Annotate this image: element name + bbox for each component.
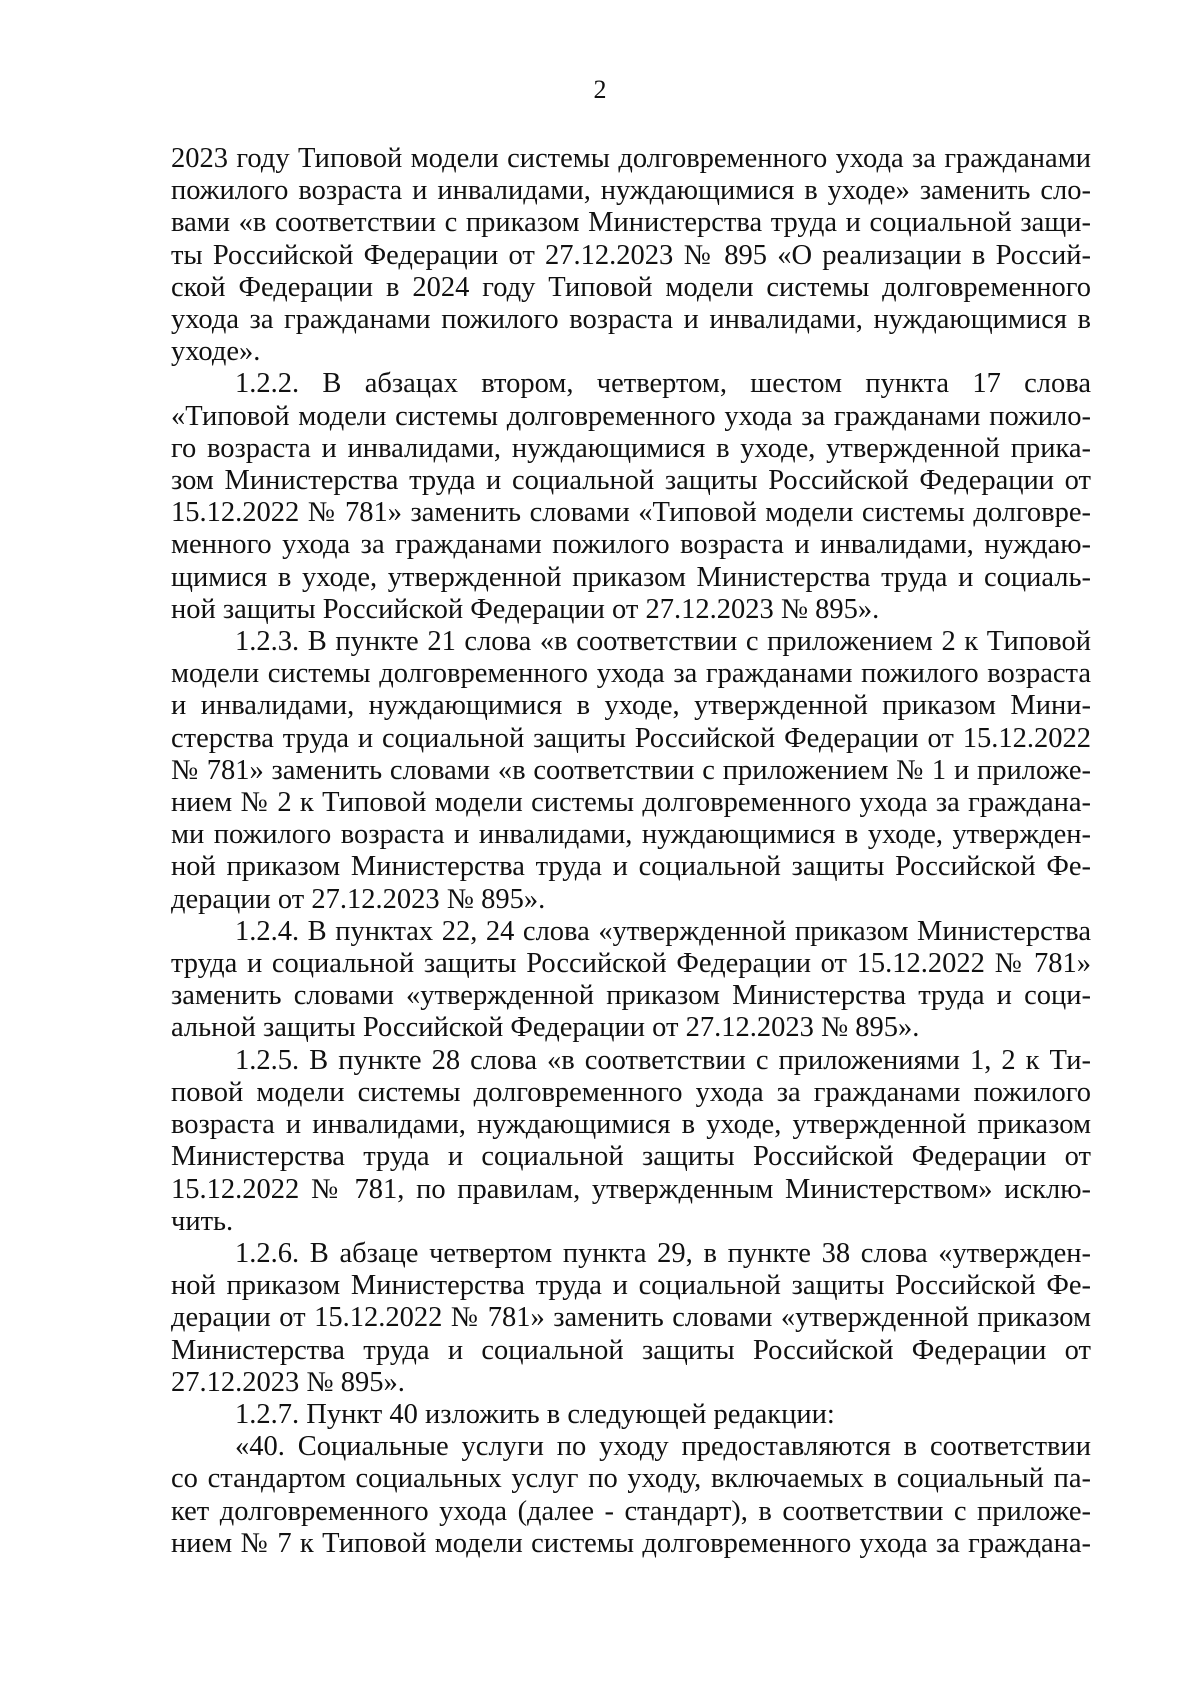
text-line: и инвалидами, нуждающимися в уходе, утвержденной приказом Мини-: [171, 690, 1091, 722]
text-line: возраста и инвалидами, нуждающимися в уходе, утвержденной приказом: [171, 1109, 1091, 1141]
text-line: нием № 7 к Типовой модели системы долговременного ухода за граждана-: [171, 1527, 1091, 1559]
text-line: дерации от 15.12.2022 № 781» заменить словами «утвержденной приказом: [171, 1302, 1091, 1334]
text-line: нием № 2 к Типовой модели системы долговременного ухода за граждана-: [171, 787, 1091, 819]
text-line: Министерства труда и социальной защиты Российской Федерации от: [171, 1141, 1091, 1173]
text-line: 1.2.6. В абзаце четвертом пункта 29, в пункте 38 слова «утвержден-: [235, 1237, 1091, 1269]
text-line: 1.2.7. Пункт 40 изложить в следующей редакции:: [235, 1398, 835, 1430]
text-line: ской Федерации в 2024 году Типовой модели системы долговременного: [171, 271, 1091, 303]
text-line: Министерства труда и социальной защиты Российской Федерации от: [171, 1334, 1091, 1366]
document-body: [171, 143, 1091, 1560]
text-line: менного ухода за гражданами пожилого возраста и инвалидами, нуждаю-: [171, 529, 1091, 561]
text-line: го возраста и инвалидами, нуждающимися в уходе, утвержденной прика-: [171, 432, 1091, 464]
text-line: повой модели системы долговременного ухода за гражданами пожилого: [171, 1076, 1091, 1108]
text-line: «40. Социальные услуги по уходу предоставляются в соответствии: [235, 1431, 1091, 1463]
text-line: ты Российской Федерации от 27.12.2023 № 895 «О реализации в Россий-: [171, 239, 1091, 271]
text-line: ной приказом Министерства труда и социальной защиты Российской Фе-: [171, 1270, 1091, 1302]
page-number: 2: [593, 75, 607, 104]
text-line: заменить словами «утвержденной приказом Министерства труда и соци-: [171, 980, 1091, 1012]
text-line: 1.2.2. В абзацах втором, четвертом, шестом пункта 17 слова: [235, 368, 1091, 400]
text-line: 1.2.5. В пункте 28 слова «в соответствии с приложениями 1, 2 к Ти-: [235, 1044, 1091, 1076]
text-line: ной защиты Российской Федерации от 27.12.2023 № 895».: [171, 593, 880, 625]
text-line: зом Министерства труда и социальной защиты Российской Федерации от: [171, 465, 1091, 497]
text-line: труда и социальной защиты Российской Федерации от 15.12.2022 № 781»: [171, 948, 1091, 980]
text-line: 15.12.2022 № 781, по правилам, утвержденным Министерством» исклю-: [171, 1173, 1091, 1205]
text-line: «Типовой модели системы долговременного ухода за гражданами пожило-: [171, 400, 1091, 432]
text-line: 1.2.4. В пунктах 22, 24 слова «утвержденной приказом Министерства: [235, 915, 1091, 947]
text-line: со стандартом социальных услуг по уходу, включаемых в социальный па-: [171, 1463, 1091, 1495]
text-line: ной приказом Министерства труда и социальной защиты Российской Фе-: [171, 851, 1091, 883]
text-line: ми пожилого возраста и инвалидами, нуждающимися в уходе, утвержден-: [171, 819, 1091, 851]
text-line: 27.12.2023 № 895».: [171, 1366, 405, 1398]
text-line: щимися в уходе, утвержденной приказом Министерства труда и социаль-: [171, 561, 1091, 593]
text-line: 15.12.2022 № 781» заменить словами «Типовой модели системы долговре-: [171, 497, 1091, 529]
text-line: № 781» заменить словами «в соответствии с приложением № 1 и приложе-: [171, 754, 1091, 786]
text-line: стерства труда и социальной защиты Российской Федерации от 15.12.2022: [171, 722, 1091, 754]
text-line: кет долговременного ухода (далее - стандарт), в соответствии с приложе-: [171, 1495, 1091, 1527]
text-line: пожилого возраста и инвалидами, нуждающимися в уходе» заменить сло-: [171, 175, 1091, 207]
text-line: 1.2.3. В пункте 21 слова «в соответствии с приложением 2 к Типовой: [235, 626, 1091, 658]
text-line: дерации от 27.12.2023 № 895».: [171, 883, 546, 915]
text-line: альной защиты Российской Федерации от 27.12.2023 № 895».: [171, 1012, 920, 1044]
text-line: ухода за гражданами пожилого возраста и инвалидами, нуждающимися в: [171, 304, 1091, 336]
text-line: уходе».: [171, 336, 261, 368]
text-line: 2023 году Типовой модели системы долговременного ухода за гражданами: [171, 143, 1091, 174]
text-line: чить.: [171, 1205, 234, 1237]
text-line: модели системы долговременного ухода за гражданами пожилого возраста: [171, 658, 1091, 690]
text-line: вами «в соответствии с приказом Министерства труда и социальной защи-: [171, 207, 1091, 239]
